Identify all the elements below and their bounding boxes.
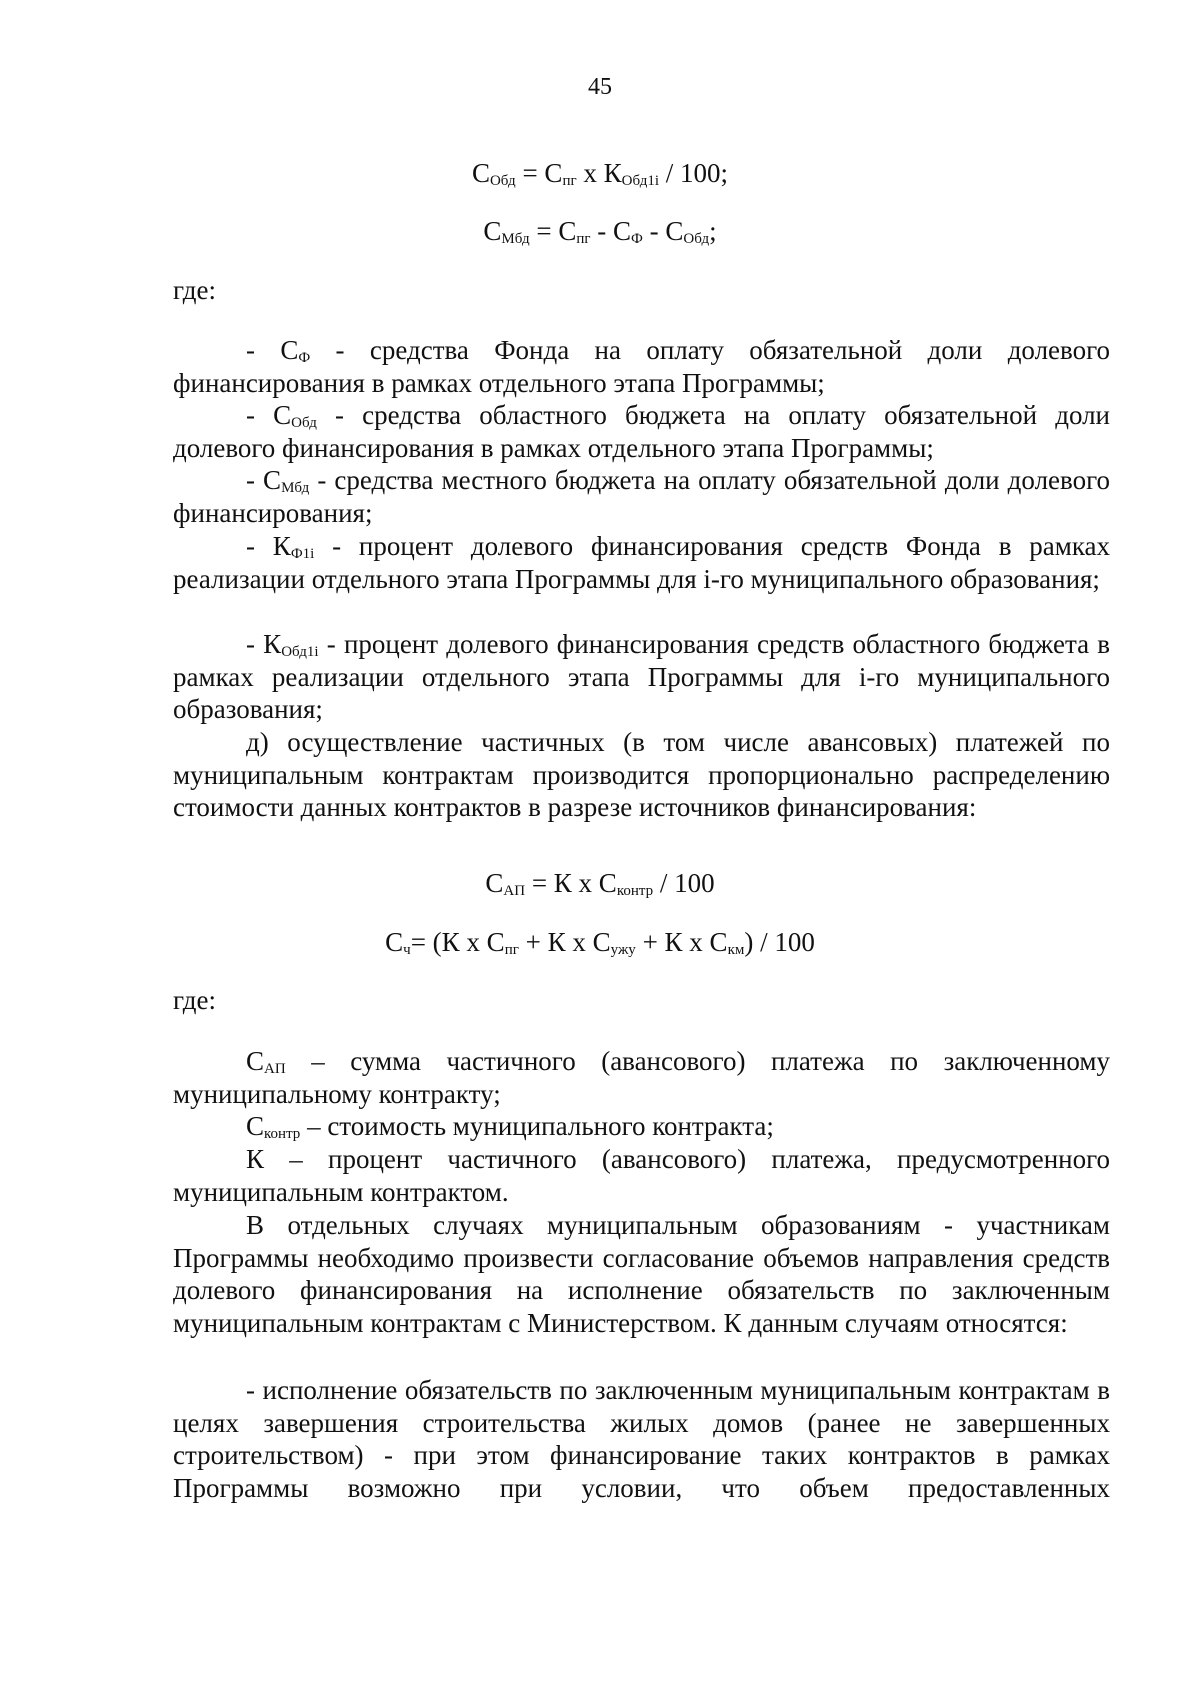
page-number: 45: [588, 74, 612, 100]
paragraph-special-cases: В отдельных случаях муниципальным образованиям - участникам Программы необходимо произвести согласование объемов направления средств долевого финансирования на исполнение обязательств по заключенным муниципальным контрактам с Министерством. К данным случаям относятся:: [173, 1210, 1110, 1339]
formula-c-ap: $С_{АП} = К$ х $С_{контр} / 100$: [485, 868, 715, 899]
def-k-obd1i: - $К_{Обд1i}$ - процент долевого финансирования средств областного бюджета в рамках реализации отдельного этапа Программы для i-го муниципального образования;: [173, 629, 1110, 725]
paragraph-completion: - исполнение обязательств по заключенным муниципальным контрактам в целях завершения строительства жилых домов (ранее не завершенных строительством) - при этом финансирование таких контрактов в рамках Программы возможно при условии, что объем предоставленных: [173, 1375, 1110, 1504]
where-label: где:: [173, 275, 216, 305]
def-k: К – процент частичного (авансового) платежа, предусмотренного муниципальным контрактом.: [173, 1144, 1110, 1207]
formula-c-ch: $С_ч= (К$ х $С_{пг} + К$ х $С_{ужу} + К$ х $С_{км}) / 100$: [385, 927, 815, 958]
def-c-ap: $С_{АП}$ – сумма частичного (авансового) платежа по заключенному муниципальному контракту;: [173, 1046, 1110, 1109]
formula-c-mbd: $С_{Мбд} = С_{пг} - С_Ф - С_{Обд}$;: [483, 216, 717, 247]
def-c-obd: - $С_{Обд}$ - средства областного бюджета на оплату обязательной доли долевого финансирования в рамках отдельного этапа Программы;: [173, 400, 1111, 463]
formula-c-obd: $С_{Обд} = С_{пг}$ х $К_{Обд1i} / 100$;: [471, 158, 729, 189]
def-c-f: - $С_Ф$ - средства Фонда на оплату обязательной доли долевого финансирования в рамках отдельного этапа Программы;: [173, 335, 1110, 398]
paragraph-d: д) осуществление частичных (в том числе авансовых) платежей по муниципальным контрактам производится пропорционально распределению стоимости данных контрактов в разрезе источников финансирования:: [173, 727, 1110, 823]
def-c-mbd: - $С_{Мбд}$ - средства местного бюджета на оплату обязательной доли долевого финансирования;: [173, 465, 1110, 528]
where-label-2: где:: [173, 985, 216, 1015]
def-c-kontr: $С_{контр}$ – стоимость муниципального контракта;: [246, 1111, 774, 1142]
def-k-f1i: - $К_{Ф1i}$ - процент долевого финансирования средств Фонда в рамках реализации отдельного этапа Программы для i-го муниципального образования;: [173, 531, 1111, 594]
